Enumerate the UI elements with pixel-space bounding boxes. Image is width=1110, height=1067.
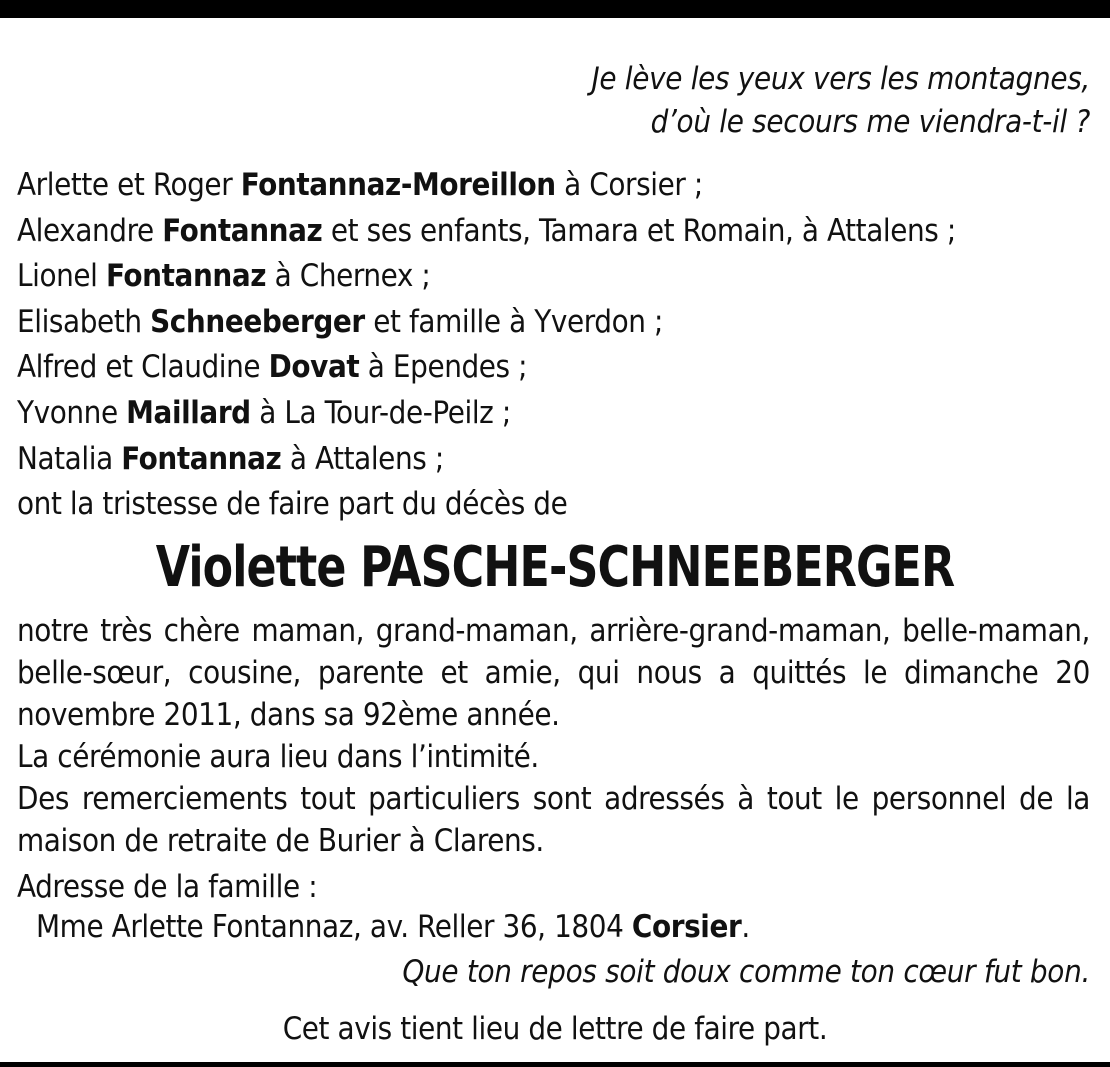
mourner-surname: Dovat <box>268 349 360 386</box>
mourner-line <box>17 163 956 209</box>
address-street: Mme Arlette Fontannaz, av. Reller 36, 1804 <box>36 909 632 945</box>
epigraph <box>591 58 1090 144</box>
deceased-name: Violette PASCHE-SCHNEEBERGER <box>155 535 955 600</box>
address-end: . <box>741 909 750 945</box>
thanks-paragraph: Des remerciements tout particuliers sont adressés à tout le personnel de la maison de retraite de Burier à Clarens. <box>17 781 1090 859</box>
mourner-location: et ses enfants, Tamara et Romain, à Attalens ; <box>322 212 956 249</box>
obituary-body <box>17 610 1090 862</box>
mourner-location: à Corsier ; <box>555 167 703 203</box>
mourners-list <box>17 163 956 528</box>
notice-line <box>0 1008 1110 1050</box>
mourner-surname: Fontannaz <box>121 440 282 477</box>
epigraph-line-1: Je lève les yeux vers les montagnes, <box>591 61 1090 97</box>
mourner-surname: Schneeberger <box>150 303 365 340</box>
mourner-line <box>17 391 956 437</box>
mourner-line <box>17 345 956 391</box>
tribute-paragraph: notre très chère maman, grand-maman, arrière-grand-maman, belle-maman, belle-sœur, cousine, parente et amie, qui nous a quittés le dimanche 20 novembre 2011, dans sa 92ème année. <box>17 613 1090 733</box>
mourner-first-names: Alexandre <box>17 212 163 249</box>
mourner-location: à Ependes ; <box>359 349 528 386</box>
mourner-line <box>17 300 956 346</box>
mourner-line <box>17 437 956 483</box>
mourner-surname: Maillard <box>126 394 251 431</box>
bottom-border-rule <box>0 1062 1110 1067</box>
mourner-location: et famille à Yverdon ; <box>364 303 663 340</box>
mourner-line <box>17 254 956 300</box>
notice-text: Cet avis tient lieu de lettre de faire part. <box>282 1011 828 1047</box>
mourner-surname: Fontannaz <box>162 212 323 249</box>
closing-verse: Que ton repos soit doux comme ton cœur fut bon. <box>402 954 1090 990</box>
mourner-line <box>17 209 956 255</box>
mourner-first-names: Arlette et Roger <box>17 167 241 203</box>
mourner-location: à Attalens ; <box>281 440 444 477</box>
epigraph-line-2: d’où le secours me viendra-t-il ? <box>650 104 1090 140</box>
address-town: Corsier <box>631 909 742 945</box>
mourner-surname: Fontannaz-Moreillon <box>240 167 556 203</box>
mourner-first-names: Elisabeth <box>17 303 151 340</box>
top-border-rule <box>0 0 1110 18</box>
mourner-first-names: Natalia <box>17 440 122 477</box>
mourner-first-names: Yvonne <box>17 394 127 431</box>
mourner-first-names: Lionel <box>17 258 106 295</box>
mourner-location: à Chernex ; <box>266 258 431 295</box>
mourner-first-names: Alfred et Claudine <box>17 349 269 386</box>
address-label: Adresse de la famille : <box>17 869 318 905</box>
family-address <box>36 906 750 948</box>
mourner-location: à La Tour-de-Peilz ; <box>250 394 511 431</box>
announcement-line: ont la tristesse de faire part du décès de <box>17 486 568 523</box>
ceremony-paragraph: La cérémonie aura lieu dans l’intimité. <box>17 739 539 775</box>
mourner-surname: Fontannaz <box>106 258 267 295</box>
